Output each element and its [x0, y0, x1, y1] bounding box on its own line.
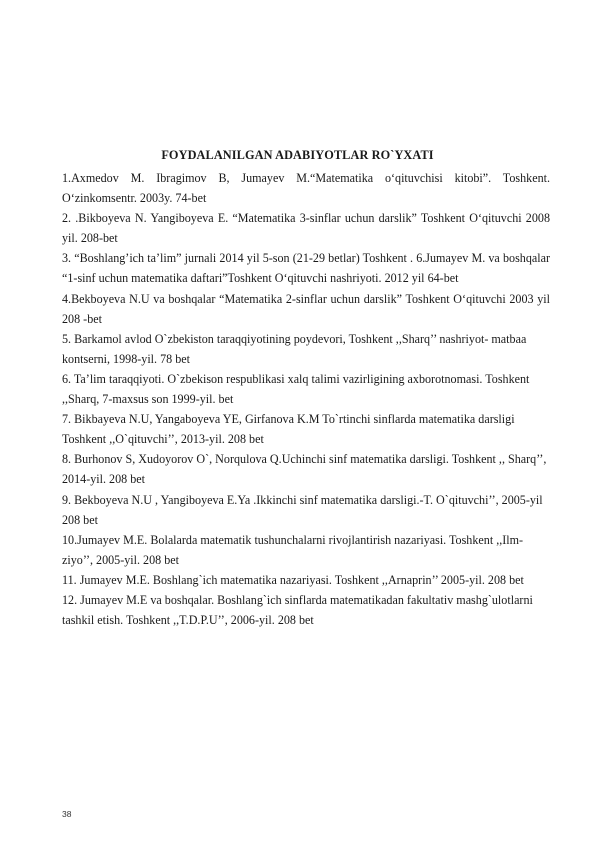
reference-item: 5. Barkamol avlod O`zbekiston taraqqiyotining poydevori, Toshkent ,,Sharq’’ nashriyot- matbaa kontserni, 1998-yil. 78 bet [62, 331, 527, 366]
reference-list [62, 168, 550, 630]
reference-item: 7. Bikbayeva N.U, Yangaboyeva YE, Girfanova K.M To`rtinchi sinflarda matematika darsligi Toshkent ,,O`qituvchi’’, 2013-yil. 208 bet [62, 412, 515, 447]
reference-item: 1.Axmedov M. Ibragimov B, Jumayev M.“Matematika o‘qituvchisi kitobi”. Toshkent. O‘zinkomsentr. 2003y. 74-bet [62, 171, 550, 206]
reference-item: 11. Jumayev M.E. Boshlang`ich matematika nazariyasi. Toshkent ,,Arnaprin’’ 2005-yil. 208 bet [62, 572, 524, 587]
reference-item: 3. “Boshlang’ich ta’lim” jurnali 2014 yil 5-son (21-29 betlar) Toshkent . 6.Jumayev M. va boshqalar “1-sinf uchun matematika daftari”Toshkent O‘qituvchi nashriyoti. 2012 yil 64-bet [62, 251, 550, 286]
reference-item: 8. Burhonov S, Xudoyorov O`, Norqulova Q.Uchinchi sinf matematika darsligi. Toshkent ,, Sharq’’, 2014-yil. 208 bet [62, 452, 547, 487]
reference-item: 12. Jumayev M.E va boshqalar. Boshlang`ich sinflarda matematikadan fakultativ mashg`ulotlarni tashkil etish. Toshkent ,,T.D.P.U’’, 2006-yil. 208 bet [62, 592, 533, 628]
page-title: FOYDALANILGAN ADABIYOTLAR RO`YXATI [161, 148, 434, 162]
reference-item: 9. Bekboyeva N.U , Yangiboyeva E.Ya .Ikkinchi sinf matematika darsligi.-T. O`qituvchi’’, 2005-yil 208 bet [62, 492, 543, 527]
reference-item: 10.Jumayev M.E. Bolalarda matematik tushunchalarni rivojlantirish nazariyasi. Toshkent ,,Ilm-ziyo’’, 2005-yil. 208 bet [62, 532, 524, 567]
page-number: 38 [62, 809, 72, 819]
reference-item: 6. Ta’lim taraqqiyoti. O`zbekison respublikasi xalq talimi vazirligining axborotnomasi. Toshkent ,,Sharq, 7-maxsus son 1999-yil. bet [62, 371, 530, 407]
reference-item: 2. .Bikboyeva N. Yangiboyeva E. “Matematika 3-sinflar uchun darslik” Toshkent O‘qituvchi 2008 yil. 208-bet [62, 211, 550, 246]
reference-item: 4.Bekboyeva N.U va boshqalar “Matematika 2-sinflar uchun darslik” Toshkent O‘qituvchi 2003 yil 208 -bet [62, 291, 550, 326]
